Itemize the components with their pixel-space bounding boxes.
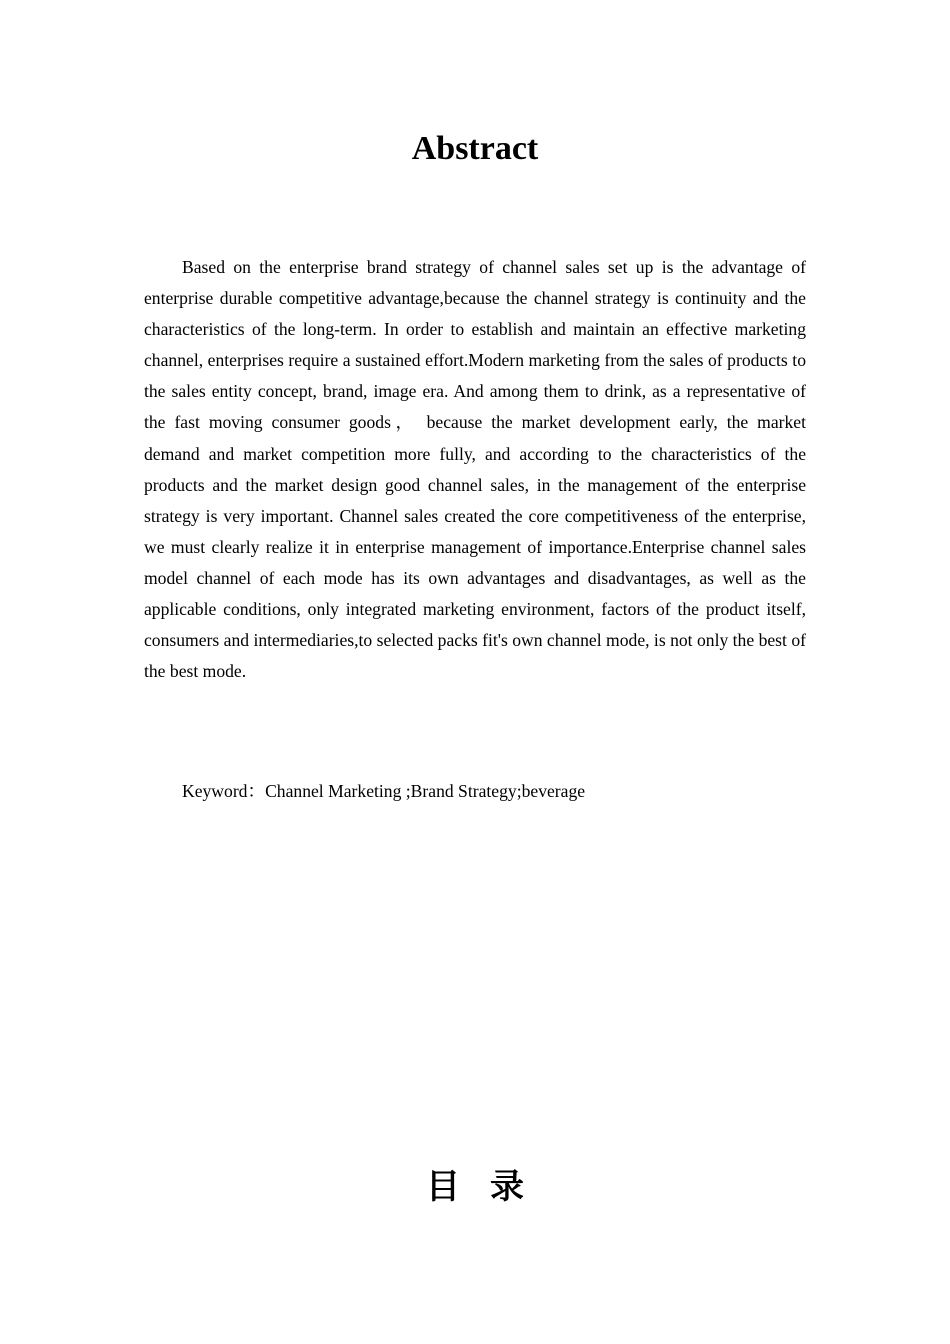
keywords-line: Keyword：Channel Marketing ;Brand Strategy;beverage <box>182 781 586 801</box>
table-of-contents-title: 目录 <box>426 1167 554 1207</box>
abstract-body: Based on the enterprise brand strategy of channel sales set up is the advantage of enterprise durable competitive advantage,because the channel strategy is continuity and the characteristics of the long-term. In order to establish and maintain an effective marketing channel, enterprises require a sustained effort.Modern marketing from the sales of products to the sales entity concept, brand, image era. And among them to drink, as a representative of the fast moving consumer goods， because the market development early, the market demand and market competition more fully, and according to the characteristics of the products and the market design good channel sales, in the management of the enterprise strategy is very important. Channel sales created the core competitiveness of the enterprise, we must clearly realize it in enterprise management of importance.Enterprise channel sales model channel of each mode has its own advantages and disadvantages, as well as the applicable conditions, only integrated marketing environment, factors of the product itself, consumers and intermediaries,to selected packs fit's own channel mode, is not only the best of the best mode. <box>144 257 806 682</box>
abstract-title: Abstract <box>411 130 539 167</box>
